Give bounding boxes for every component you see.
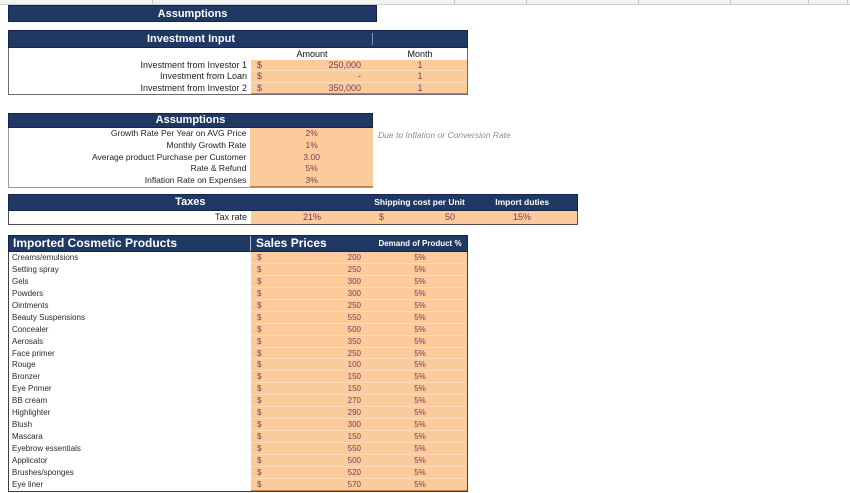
- product-row: [9, 324, 467, 336]
- assumption-input-cell[interactable]: 1%: [250, 140, 373, 152]
- product-row: [9, 443, 467, 455]
- tax-rate-row: [9, 211, 577, 224]
- products-table-section: [8, 235, 468, 492]
- product-name: Rouge: [12, 360, 36, 370]
- product-name: Face primer: [12, 348, 55, 358]
- product-name: Eyebrow essentials: [12, 444, 81, 453]
- gridline: [454, 0, 455, 4]
- product-name: Mascara: [12, 432, 43, 442]
- product-price-value: 300: [347, 420, 361, 430]
- amount-value: -: [358, 71, 361, 82]
- product-demand-input-cell[interactable]: 5%: [373, 431, 467, 443]
- product-demand-input-cell[interactable]: 5%: [373, 252, 467, 264]
- currency-symbol: $: [257, 420, 262, 430]
- investment-row: [9, 60, 467, 71]
- assumption-label: Average product Purchase per Customer: [92, 151, 247, 162]
- month-input-cell[interactable]: 1: [373, 60, 467, 71]
- product-price-input-cell[interactable]: [251, 455, 373, 467]
- product-price-value: 200: [347, 253, 361, 262]
- product-row: [9, 419, 467, 431]
- product-price-input-cell[interactable]: [251, 479, 373, 491]
- product-demand-input-cell[interactable]: 5%: [373, 359, 467, 371]
- product-price-input-cell[interactable]: [251, 264, 373, 276]
- currency-symbol: $: [257, 360, 262, 370]
- product-price-value: 500: [347, 324, 361, 334]
- sales-prices-header: Sales Prices: [256, 236, 327, 250]
- taxes-header: [8, 194, 578, 211]
- product-price-value: 250: [347, 264, 361, 274]
- assumption-row: [9, 175, 373, 187]
- product-demand-input-cell[interactable]: 5%: [373, 371, 467, 383]
- product-name: Powders: [12, 288, 44, 298]
- product-row: [9, 395, 467, 407]
- assumption-input-cell[interactable]: 3.00: [250, 152, 373, 164]
- product-name: Bronzer: [12, 372, 41, 382]
- currency-symbol: $: [257, 348, 262, 358]
- product-demand-input-cell[interactable]: 5%: [373, 443, 467, 455]
- gridline: [847, 0, 848, 4]
- product-demand-input-cell[interactable]: 5%: [373, 383, 467, 395]
- product-price-input-cell[interactable]: [251, 252, 373, 264]
- month-input-cell[interactable]: 1: [373, 71, 467, 82]
- product-price-input-cell[interactable]: [251, 324, 373, 336]
- product-row: [9, 264, 467, 276]
- currency-symbol: $: [257, 300, 262, 310]
- header-column-divider: [372, 33, 373, 45]
- product-price-input-cell[interactable]: [251, 300, 373, 312]
- product-name: Gels: [12, 276, 29, 286]
- investment-column-headers: [9, 48, 467, 60]
- currency-symbol: $: [257, 71, 263, 82]
- product-demand-input-cell[interactable]: 5%: [373, 312, 467, 324]
- product-row: [9, 407, 467, 419]
- investment-row-label: Investment from Investor 2: [140, 82, 247, 93]
- gridline: [808, 0, 809, 4]
- product-name: Creams/emulsions: [12, 253, 79, 262]
- product-price-value: 150: [347, 384, 361, 394]
- product-demand-input-cell[interactable]: 5%: [373, 264, 467, 276]
- demand-header: Demand of Product %: [378, 239, 462, 248]
- product-demand-input-cell[interactable]: 5%: [373, 407, 467, 419]
- products-name-header: Imported Cosmetic Products: [9, 236, 251, 251]
- currency-symbol: $: [257, 336, 262, 346]
- assumption-row: [9, 140, 373, 152]
- product-price-value: 270: [347, 396, 361, 406]
- page-title: Assumptions: [8, 5, 377, 22]
- product-price-value: 300: [347, 276, 361, 286]
- import-duties-input-cell[interactable]: 15%: [467, 211, 577, 224]
- currency-symbol: $: [257, 288, 262, 298]
- investment-input-section: [8, 30, 468, 95]
- assumption-row: [9, 163, 373, 175]
- product-row: [9, 431, 467, 443]
- assumption-input-cell[interactable]: 2%: [250, 128, 373, 140]
- product-row: [9, 348, 467, 360]
- product-row: [9, 312, 467, 324]
- product-price-input-cell[interactable]: [251, 312, 373, 324]
- investment-input-title: Investment Input: [146, 33, 235, 45]
- product-demand-input-cell[interactable]: 5%: [373, 324, 467, 336]
- product-price-value: 250: [347, 300, 361, 310]
- tax-rate-input-cell[interactable]: 21%: [251, 211, 373, 224]
- currency-symbol: $: [257, 372, 262, 382]
- product-row: [9, 383, 467, 395]
- amount-input-cell[interactable]: [251, 60, 373, 71]
- product-name: Concealer: [12, 324, 49, 334]
- product-price-input-cell[interactable]: [251, 383, 373, 395]
- product-price-input-cell[interactable]: [251, 336, 373, 348]
- investment-row-label: Investment from Investor 1: [140, 60, 247, 70]
- product-row: [9, 300, 467, 312]
- gridline: [526, 0, 527, 4]
- investment-row-label: Investment from Loan: [159, 71, 247, 82]
- product-demand-input-cell[interactable]: 5%: [373, 336, 467, 348]
- product-price-value: 520: [347, 467, 361, 477]
- assumption-input-cell[interactable]: 3%: [250, 175, 373, 187]
- amount-input-cell[interactable]: [251, 83, 373, 94]
- gridline: [730, 0, 731, 4]
- currency-symbol: $: [257, 264, 262, 274]
- product-demand-input-cell[interactable]: 5%: [373, 348, 467, 360]
- assumption-label: Rate & Refund: [190, 163, 247, 174]
- shipping-cost-value: 50: [444, 212, 455, 222]
- product-demand-input-cell[interactable]: 5%: [373, 276, 467, 288]
- product-row: [9, 252, 467, 264]
- shipping-cost-header: Shipping cost per Unit: [374, 197, 465, 207]
- month-input-cell[interactable]: 1: [373, 83, 467, 94]
- product-row: [9, 479, 467, 491]
- product-price-input-cell[interactable]: [251, 431, 373, 443]
- product-price-input-cell[interactable]: [251, 276, 373, 288]
- currency-symbol: $: [257, 82, 263, 93]
- product-row: [9, 288, 467, 300]
- product-row: [9, 276, 467, 288]
- assumptions-note: Due to Inflation or Conversion Rate: [378, 130, 511, 140]
- product-name: Beauty Suspensions: [12, 312, 85, 322]
- product-demand-input-cell[interactable]: 5%: [373, 288, 467, 300]
- assumptions-section: [8, 113, 373, 188]
- assumptions-section-title: Assumptions: [8, 113, 373, 128]
- currency-symbol: $: [257, 432, 262, 442]
- product-name: Ointments: [12, 300, 49, 310]
- currency-symbol: $: [257, 455, 262, 465]
- currency-symbol: $: [257, 479, 262, 489]
- import-duties-header: Import duties: [495, 197, 550, 207]
- product-price-input-cell[interactable]: [251, 359, 373, 371]
- currency-symbol: $: [257, 312, 262, 322]
- currency-symbol: $: [257, 324, 262, 334]
- products-table-header: [8, 235, 468, 252]
- product-price-value: 300: [347, 288, 361, 298]
- product-price-value: 150: [347, 372, 361, 382]
- product-name: BB cream: [12, 396, 48, 406]
- product-row: [9, 371, 467, 383]
- investment-row: [9, 71, 467, 82]
- gridline: [638, 0, 639, 4]
- product-price-value: 550: [347, 444, 361, 453]
- product-name: Applicator: [12, 455, 48, 465]
- currency-symbol: $: [257, 444, 262, 453]
- month-column-header: Month: [407, 49, 433, 59]
- assumption-row: [9, 152, 373, 164]
- currency-symbol: $: [257, 384, 262, 394]
- amount-value: 250,000: [328, 60, 361, 70]
- assumption-row: [9, 128, 373, 140]
- investment-row: [9, 83, 467, 94]
- currency-symbol: $: [257, 467, 262, 477]
- taxes-title: Taxes: [175, 196, 206, 208]
- product-demand-input-cell[interactable]: 5%: [373, 467, 467, 479]
- currency-symbol: $: [257, 276, 262, 286]
- product-price-value: 500: [347, 455, 361, 465]
- product-demand-input-cell[interactable]: 5%: [373, 300, 467, 312]
- product-price-input-cell[interactable]: [251, 443, 373, 455]
- amount-input-cell[interactable]: [251, 71, 373, 82]
- product-row: [9, 359, 467, 371]
- product-price-input-cell[interactable]: [251, 467, 373, 479]
- product-name: Brushes/sponges: [12, 467, 74, 477]
- product-price-value: 350: [347, 336, 361, 346]
- assumption-label: Monthly Growth Rate: [166, 139, 247, 150]
- shipping-cost-input-cell[interactable]: [373, 211, 467, 224]
- currency-symbol: $: [257, 253, 262, 262]
- product-price-value: 250: [347, 348, 361, 358]
- product-name: Eye Primer: [12, 384, 52, 394]
- product-price-input-cell[interactable]: [251, 395, 373, 407]
- product-row: [9, 455, 467, 467]
- product-price-value: 570: [347, 479, 361, 489]
- amount-column-header: Amount: [296, 49, 328, 59]
- assumption-label: Growth Rate Per Year on AVG Price: [110, 128, 247, 138]
- product-demand-input-cell[interactable]: 5%: [373, 419, 467, 431]
- currency-symbol: $: [257, 396, 262, 406]
- currency-symbol: $: [257, 60, 263, 70]
- product-row: [9, 336, 467, 348]
- currency-symbol: $: [379, 212, 385, 222]
- amount-value: 350,000: [328, 82, 361, 93]
- product-demand-input-cell[interactable]: 5%: [373, 395, 467, 407]
- product-name: Eye liner: [12, 479, 44, 489]
- assumption-input-cell[interactable]: 5%: [250, 163, 373, 175]
- tax-rate-label: Tax rate: [214, 212, 247, 222]
- currency-symbol: $: [257, 408, 262, 418]
- investment-input-header: [8, 30, 468, 48]
- product-row: [9, 467, 467, 479]
- product-price-input-cell[interactable]: [251, 288, 373, 300]
- product-name: Highlighter: [12, 408, 51, 418]
- product-demand-input-cell[interactable]: 5%: [373, 455, 467, 467]
- product-price-input-cell[interactable]: [251, 419, 373, 431]
- product-price-value: 290: [347, 408, 361, 418]
- product-name: Blush: [12, 420, 33, 430]
- product-price-value: 150: [347, 432, 361, 442]
- product-price-value: 550: [347, 312, 361, 322]
- product-name: Setting spray: [12, 264, 59, 274]
- product-price-input-cell[interactable]: [251, 371, 373, 383]
- taxes-section: [8, 194, 578, 225]
- product-price-input-cell[interactable]: [251, 407, 373, 419]
- product-name: Aerosals: [12, 336, 44, 346]
- product-demand-input-cell[interactable]: 5%: [373, 479, 467, 491]
- product-price-value: 100: [347, 360, 361, 370]
- product-price-input-cell[interactable]: [251, 348, 373, 360]
- assumption-label: Inflation Rate on Expenses: [144, 175, 247, 186]
- gridline: [152, 0, 153, 4]
